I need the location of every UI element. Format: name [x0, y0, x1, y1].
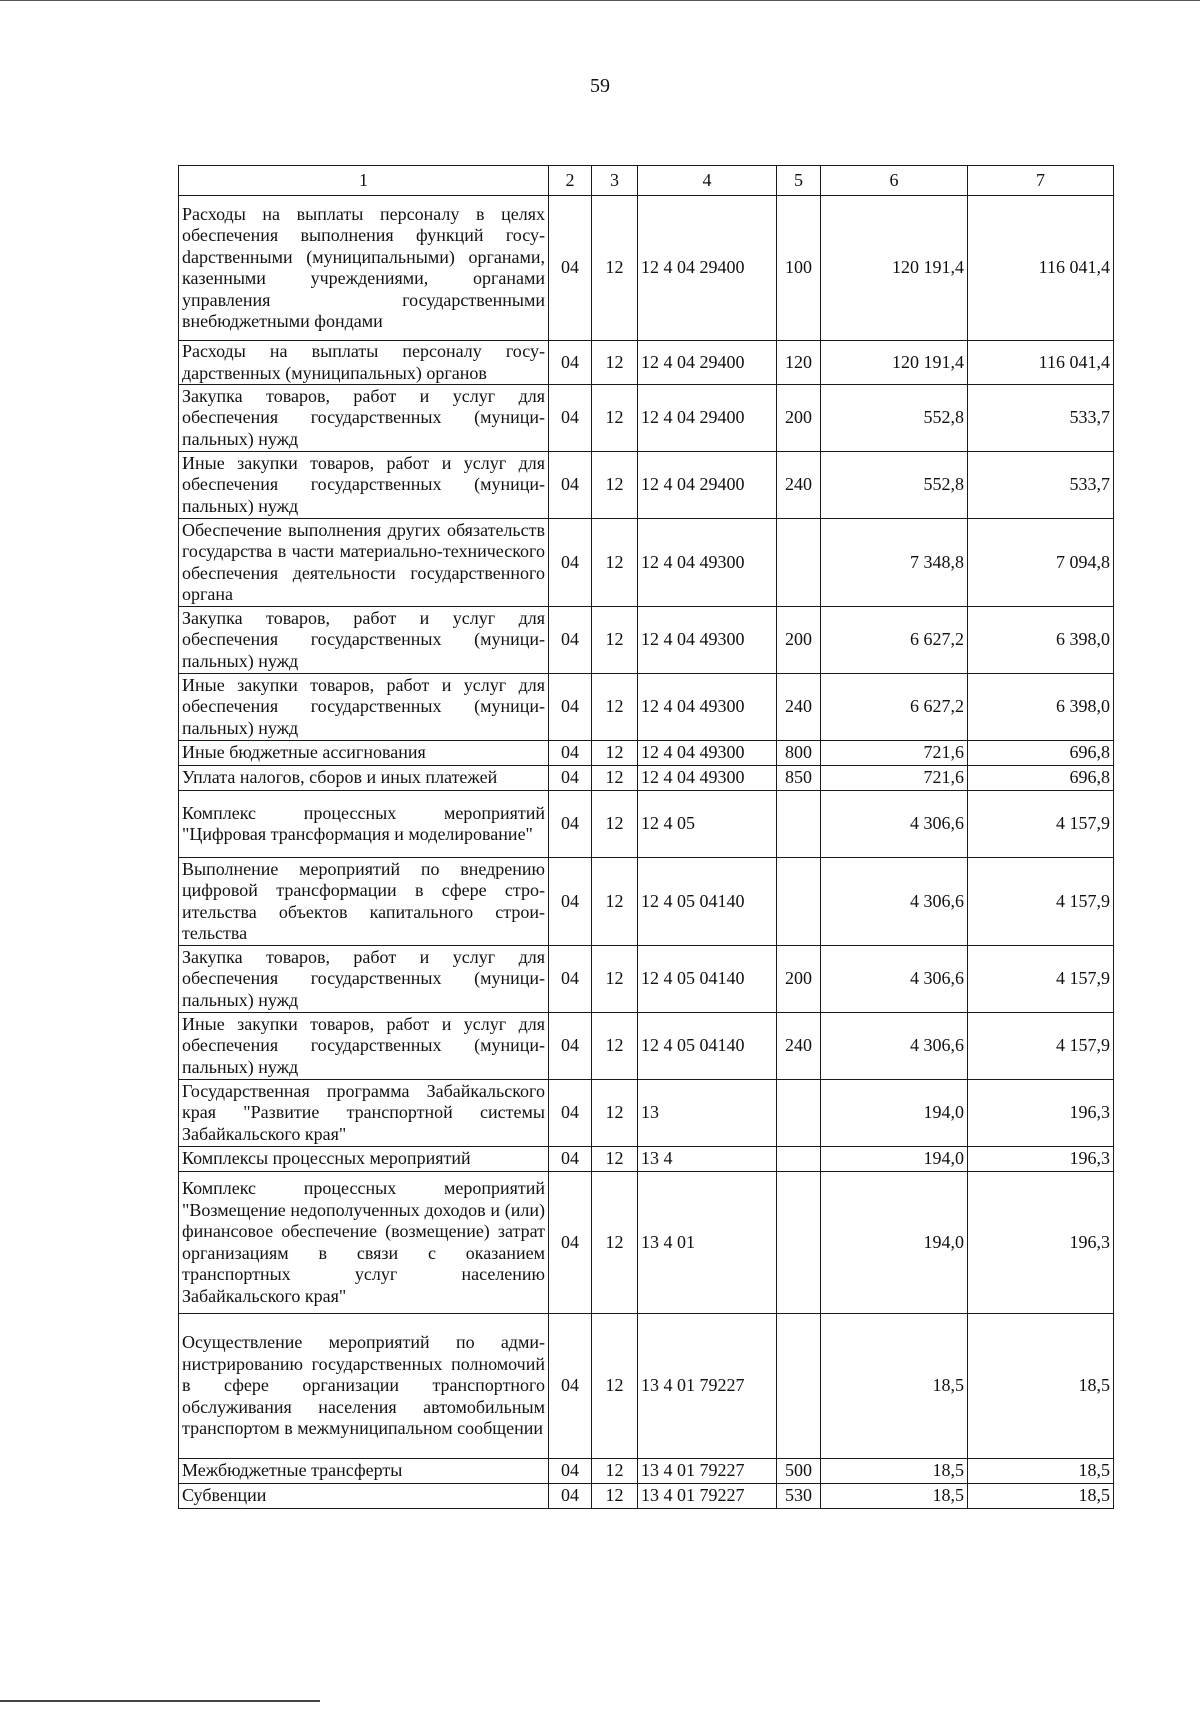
subsection-code-cell: 12	[592, 1147, 638, 1172]
amount-col7-cell: 196,3	[968, 1080, 1114, 1147]
table-row	[179, 341, 1114, 385]
expense-type-code-cell: 850	[777, 766, 821, 791]
subsection-code-cell: 12	[592, 385, 638, 452]
section-code-cell: 04	[549, 1484, 592, 1509]
header-cell-6: 6	[821, 166, 968, 196]
subsection-code-cell: 12	[592, 196, 638, 341]
section-code-cell: 04	[549, 858, 592, 946]
section-code-cell: 04	[549, 1314, 592, 1459]
table-row	[179, 1147, 1114, 1172]
budget-table	[178, 165, 1114, 1509]
expense-description-cell: Государственная программа Забайкальского края "Развитие транспортной системы Забайкальского края"	[179, 1080, 549, 1147]
header-cell-1: 1	[179, 166, 549, 196]
target-article-code-cell: 12 4 04 29400	[638, 196, 777, 341]
subsection-code-cell: 12	[592, 1172, 638, 1314]
expense-type-code-cell	[777, 519, 821, 607]
amount-col6-cell: 194,0	[821, 1080, 968, 1147]
expense-description-cell: Расходы на выплаты персоналу в целях обеспечения выполнения функций госуdарственными (муниципальными) органами, казенными учреждениями, органами управления государственными внебюджетными фондами	[179, 196, 549, 341]
section-code-cell: 04	[549, 385, 592, 452]
expense-type-code-cell: 240	[777, 1013, 821, 1080]
expense-type-code-cell	[777, 858, 821, 946]
target-article-code-cell: 12 4 04 49300	[638, 766, 777, 791]
section-code-cell: 04	[549, 1147, 592, 1172]
expense-description-cell: Комплекс процессных мероприятий "Цифровая трансформация и моделирование"	[179, 791, 549, 858]
table-row	[179, 741, 1114, 766]
expense-type-code-cell: 240	[777, 674, 821, 741]
table-row	[179, 385, 1114, 452]
target-article-code-cell: 12 4 04 49300	[638, 674, 777, 741]
subsection-code-cell: 12	[592, 791, 638, 858]
table-row	[179, 1459, 1114, 1484]
amount-col6-cell: 6 627,2	[821, 607, 968, 674]
section-code-cell: 04	[549, 791, 592, 858]
amount-col6-cell: 18,5	[821, 1314, 968, 1459]
amount-col7-cell: 4 157,9	[968, 791, 1114, 858]
table-body	[179, 166, 1114, 1509]
table-row	[179, 1172, 1114, 1314]
expense-type-code-cell: 100	[777, 196, 821, 341]
section-code-cell: 04	[549, 1080, 592, 1147]
expense-description-cell: Комплекс процессных мероприятий "Возмещение недополученных доходов и (или) финансовое обеспечение (возмещение) затрат организациям в связи с оказанием транспортных услуг населению Забайкальского края"	[179, 1172, 549, 1314]
amount-col7-cell: 7 094,8	[968, 519, 1114, 607]
target-article-code-cell: 13 4 01 79227	[638, 1459, 777, 1484]
amount-col6-cell: 721,6	[821, 741, 968, 766]
amount-col6-cell: 7 348,8	[821, 519, 968, 607]
amount-col6-cell: 552,8	[821, 385, 968, 452]
subsection-code-cell: 12	[592, 741, 638, 766]
amount-col7-cell: 4 157,9	[968, 1013, 1114, 1080]
amount-col6-cell: 18,5	[821, 1459, 968, 1484]
table-row	[179, 607, 1114, 674]
amount-col7-cell: 18,5	[968, 1459, 1114, 1484]
section-code-cell: 04	[549, 1013, 592, 1080]
table-row	[179, 766, 1114, 791]
target-article-code-cell: 13 4 01 79227	[638, 1314, 777, 1459]
expense-description-cell: Межбюджетные трансферты	[179, 1459, 549, 1484]
table-row	[179, 791, 1114, 858]
table-row	[179, 674, 1114, 741]
target-article-code-cell: 12 4 05 04140	[638, 1013, 777, 1080]
amount-col6-cell: 721,6	[821, 766, 968, 791]
subsection-code-cell: 12	[592, 1484, 638, 1509]
amount-col6-cell: 194,0	[821, 1172, 968, 1314]
header-cell-4: 4	[638, 166, 777, 196]
expense-type-code-cell	[777, 1172, 821, 1314]
expense-description-cell: Уплата налогов, сборов и иных платежей	[179, 766, 549, 791]
page-top-edge-line	[0, 0, 1200, 1]
amount-col7-cell: 196,3	[968, 1147, 1114, 1172]
expense-type-code-cell: 120	[777, 341, 821, 385]
expense-type-code-cell: 200	[777, 946, 821, 1013]
subsection-code-cell: 12	[592, 1013, 638, 1080]
amount-col6-cell: 4 306,6	[821, 946, 968, 1013]
amount-col7-cell: 196,3	[968, 1172, 1114, 1314]
table-row	[179, 452, 1114, 519]
expense-type-code-cell	[777, 1314, 821, 1459]
expense-description-cell: Расходы на выплаты персоналу государственных (муниципальных) органов	[179, 341, 549, 385]
amount-col6-cell: 4 306,6	[821, 1013, 968, 1080]
subsection-code-cell: 12	[592, 766, 638, 791]
expense-type-code-cell: 530	[777, 1484, 821, 1509]
amount-col7-cell: 4 157,9	[968, 858, 1114, 946]
table-row	[179, 1314, 1114, 1459]
target-article-code-cell: 13 4 01 79227	[638, 1484, 777, 1509]
section-code-cell: 04	[549, 519, 592, 607]
table-row	[179, 1080, 1114, 1147]
expense-type-code-cell: 200	[777, 607, 821, 674]
table-row	[179, 858, 1114, 946]
table-row	[179, 519, 1114, 607]
amount-col6-cell: 552,8	[821, 452, 968, 519]
amount-col6-cell: 4 306,6	[821, 858, 968, 946]
target-article-code-cell: 12 4 04 49300	[638, 607, 777, 674]
expense-description-cell: Закупка товаров, работ и услуг для обеспечения государственных (муниципальных) нужд	[179, 946, 549, 1013]
amount-col6-cell: 6 627,2	[821, 674, 968, 741]
subsection-code-cell: 12	[592, 452, 638, 519]
header-cell-3: 3	[592, 166, 638, 196]
subsection-code-cell: 12	[592, 1459, 638, 1484]
section-code-cell: 04	[549, 452, 592, 519]
amount-col6-cell: 120 191,4	[821, 196, 968, 341]
table-row	[179, 1013, 1114, 1080]
target-article-code-cell: 12 4 04 29400	[638, 385, 777, 452]
amount-col6-cell: 18,5	[821, 1484, 968, 1509]
expense-type-code-cell	[777, 791, 821, 858]
subsection-code-cell: 12	[592, 519, 638, 607]
amount-col7-cell: 116 041,4	[968, 196, 1114, 341]
amount-col7-cell: 4 157,9	[968, 946, 1114, 1013]
subsection-code-cell: 12	[592, 607, 638, 674]
expense-description-cell: Обеспечение выполнения других обязательств государства в части материально-технического обеспечения деятельности государственного органа	[179, 519, 549, 607]
amount-col7-cell: 6 398,0	[968, 607, 1114, 674]
subsection-code-cell: 12	[592, 858, 638, 946]
expense-description-cell: Выполнение мероприятий по внедрению цифровой трансформации в сфере строительства объектов капитального строительства	[179, 858, 549, 946]
amount-col7-cell: 18,5	[968, 1314, 1114, 1459]
section-code-cell: 04	[549, 741, 592, 766]
amount-col7-cell: 533,7	[968, 385, 1114, 452]
expense-type-code-cell: 800	[777, 741, 821, 766]
amount-col6-cell: 120 191,4	[821, 341, 968, 385]
table-row	[179, 1484, 1114, 1509]
target-article-code-cell: 12 4 05 04140	[638, 858, 777, 946]
section-code-cell: 04	[549, 1172, 592, 1314]
amount-col7-cell: 533,7	[968, 452, 1114, 519]
expense-description-cell: Осуществление мероприятий по администрированию государственных полномочий в сфере организации транспортного обслуживания населения автомобильным транспортом в межмуниципальном сообщении	[179, 1314, 549, 1459]
amount-col7-cell: 6 398,0	[968, 674, 1114, 741]
expense-type-code-cell: 240	[777, 452, 821, 519]
expense-description-cell: Комплексы процессных мероприятий	[179, 1147, 549, 1172]
amount-col7-cell: 116 041,4	[968, 341, 1114, 385]
section-code-cell: 04	[549, 1459, 592, 1484]
expense-description-cell: Иные закупки товаров, работ и услуг для обеспечения государственных (муниципальных) нужд	[179, 452, 549, 519]
amount-col7-cell: 18,5	[968, 1484, 1114, 1509]
section-code-cell: 04	[549, 196, 592, 341]
expense-description-cell: Иные бюджетные ассигнования	[179, 741, 549, 766]
subsection-code-cell: 12	[592, 946, 638, 1013]
expense-description-cell: Закупка товаров, работ и услуг для обеспечения государственных (муниципальных) нужд	[179, 607, 549, 674]
amount-col7-cell: 696,8	[968, 741, 1114, 766]
subsection-code-cell: 12	[592, 1314, 638, 1459]
expense-description-cell: Иные закупки товаров, работ и услуг для обеспечения государственных (муниципальных) нужд	[179, 674, 549, 741]
target-article-code-cell: 12 4 04 49300	[638, 741, 777, 766]
amount-col7-cell: 696,8	[968, 766, 1114, 791]
target-article-code-cell: 12 4 05 04140	[638, 946, 777, 1013]
amount-col6-cell: 4 306,6	[821, 791, 968, 858]
target-article-code-cell: 12 4 04 29400	[638, 341, 777, 385]
header-cell-5: 5	[777, 166, 821, 196]
expense-type-code-cell: 200	[777, 385, 821, 452]
table-row	[179, 196, 1114, 341]
expense-type-code-cell	[777, 1080, 821, 1147]
expense-type-code-cell: 500	[777, 1459, 821, 1484]
section-code-cell: 04	[549, 607, 592, 674]
expense-description-cell: Иные закупки товаров, работ и услуг для обеспечения государственных (муниципальных) нужд	[179, 1013, 549, 1080]
section-code-cell: 04	[549, 946, 592, 1013]
table-row	[179, 946, 1114, 1013]
section-code-cell: 04	[549, 674, 592, 741]
amount-col6-cell: 194,0	[821, 1147, 968, 1172]
subsection-code-cell: 12	[592, 1080, 638, 1147]
header-cell-2: 2	[549, 166, 592, 196]
expense-description-cell: Субвенции	[179, 1484, 549, 1509]
expense-description-cell: Закупка товаров, работ и услуг для обеспечения государственных (муниципальных) нужд	[179, 385, 549, 452]
header-cell-7: 7	[968, 166, 1114, 196]
section-code-cell: 04	[549, 341, 592, 385]
page-number: 59	[590, 75, 610, 97]
column-number-header-row	[179, 166, 1114, 196]
subsection-code-cell: 12	[592, 674, 638, 741]
section-code-cell: 04	[549, 766, 592, 791]
target-article-code-cell: 13 4	[638, 1147, 777, 1172]
target-article-code-cell: 12 4 04 49300	[638, 519, 777, 607]
target-article-code-cell: 13	[638, 1080, 777, 1147]
page-bottom-edge-line	[0, 1700, 320, 1702]
target-article-code-cell: 12 4 04 29400	[638, 452, 777, 519]
target-article-code-cell: 12 4 05	[638, 791, 777, 858]
subsection-code-cell: 12	[592, 341, 638, 385]
target-article-code-cell: 13 4 01	[638, 1172, 777, 1314]
expense-type-code-cell	[777, 1147, 821, 1172]
